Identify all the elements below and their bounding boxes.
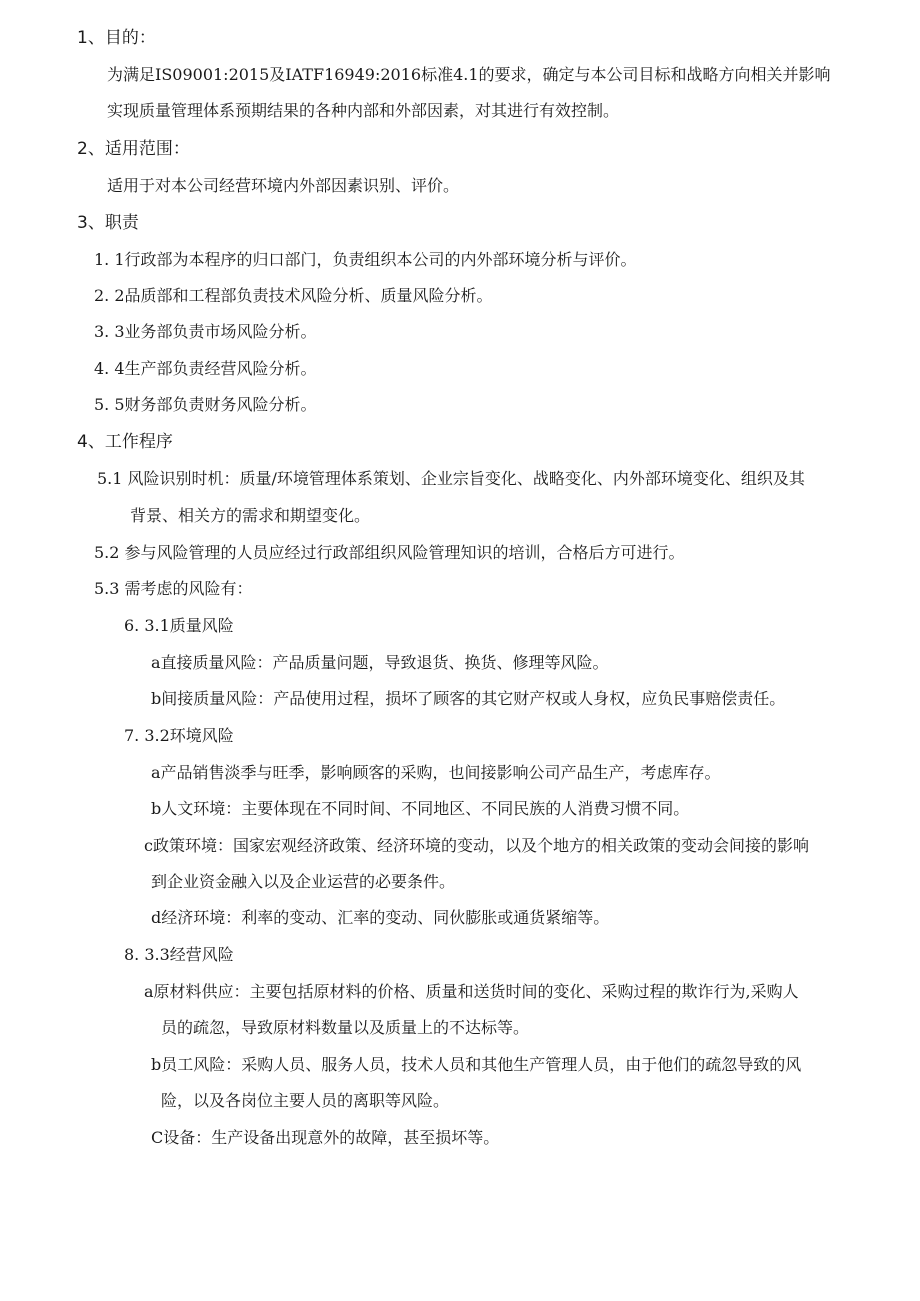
risk-environment-d: d经济环境：利率的变动、汇率的变动、同伙膨胀或通货紧缩等。 [151, 908, 610, 927]
risk-quality-b: b间接质量风险：产品使用过程，损坏了顾客的其它财产权或人身权，应负民事赔偿责任。 [151, 689, 786, 708]
procedure-5-3: 5.3 需考虑的风险有： [94, 579, 253, 598]
risk-environment-title: 7. 3.2环境风险 [124, 726, 234, 745]
section1-text-line2: 实现质量管理体系预期结果的各种内部和外部因素，对其进行有效控制。 [107, 101, 620, 120]
procedure-5-1-line2: 背景、相关方的需求和期望变化。 [130, 506, 371, 525]
section3-heading: 3、职责 [77, 213, 139, 233]
risk-operation-b-line2: 险，以及各岗位主要人员的离职等风险。 [161, 1091, 450, 1110]
risk-operation-title: 8. 3.3经营风险 [124, 945, 234, 964]
risk-operation-a-line2: 员的疏忽，导致原材料数量以及质量上的不达标等。 [161, 1018, 530, 1037]
procedure-5-2: 5.2 参与风险管理的人员应经过行政部组织风险管理知识的培训，合格后方可进行。 [94, 543, 685, 562]
section1-heading: 1、目的： [77, 28, 156, 48]
risk-quality-a: a直接质量风险：产品质量问题，导致退货、换货、修理等风险。 [151, 653, 609, 672]
section2-text: 适用于对本公司经营环境内外部因素识别、评价。 [107, 176, 460, 195]
risk-environment-c-line1: c政策环境：国家宏观经济政策、经济环境的变动，以及个地方的相关政策的变动会间接的影响 [144, 836, 809, 855]
duty-item-3: 3. 3业务部负责市场风险分析。 [94, 322, 317, 341]
duty-item-5: 5. 5财务部负责财务风险分析。 [94, 395, 317, 414]
duty-item-2: 2. 2品质部和工程部负责技术风险分析、质量风险分析。 [94, 286, 493, 305]
section2-heading: 2、适用范围： [77, 139, 190, 159]
risk-operation-a-line1: a原材料供应：主要包括原材料的价格、质量和送货时间的变化、采购过程的欺诈行为,采购人 [144, 982, 799, 1001]
duty-item-4: 4. 4生产部负责经营风险分析。 [94, 359, 317, 378]
risk-environment-c-line2: 到企业资金融入以及企业运营的必要条件。 [151, 872, 456, 891]
duty-item-1: 1. 1行政部为本程序的归口部门，负责组织本公司的内外部环境分析与评价。 [94, 250, 637, 269]
risk-environment-b: b人文环境：主要体现在不同时间、不同地区、不同民族的人消费习惯不同。 [151, 799, 690, 818]
section4-heading: 4、工作程序 [77, 432, 173, 452]
procedure-5-1-line1: 5.1 风险识别时机：质量/环境管理体系策划、企业宗旨变化、战略变化、内外部环境变化、组织及其 [97, 469, 805, 488]
risk-environment-a: a产品销售淡季与旺季，影响顾客的采购，也间接影响公司产品生产，考虑库存。 [151, 763, 721, 782]
section1-text-line1: 为满足IS09001:2015及IATF16949:2016标准4.1的要求，确定与本公司目标和战略方向相关并影响 [107, 65, 831, 84]
risk-operation-b-line1: b员工风险：采购人员、服务人员，技术人员和其他生产管理人员，由于他们的疏忽导致的风 [151, 1055, 802, 1074]
risk-quality-title: 6. 3.1质量风险 [124, 616, 234, 635]
risk-operation-c: C设备：生产设备出现意外的故障，甚至损坏等。 [151, 1128, 500, 1147]
